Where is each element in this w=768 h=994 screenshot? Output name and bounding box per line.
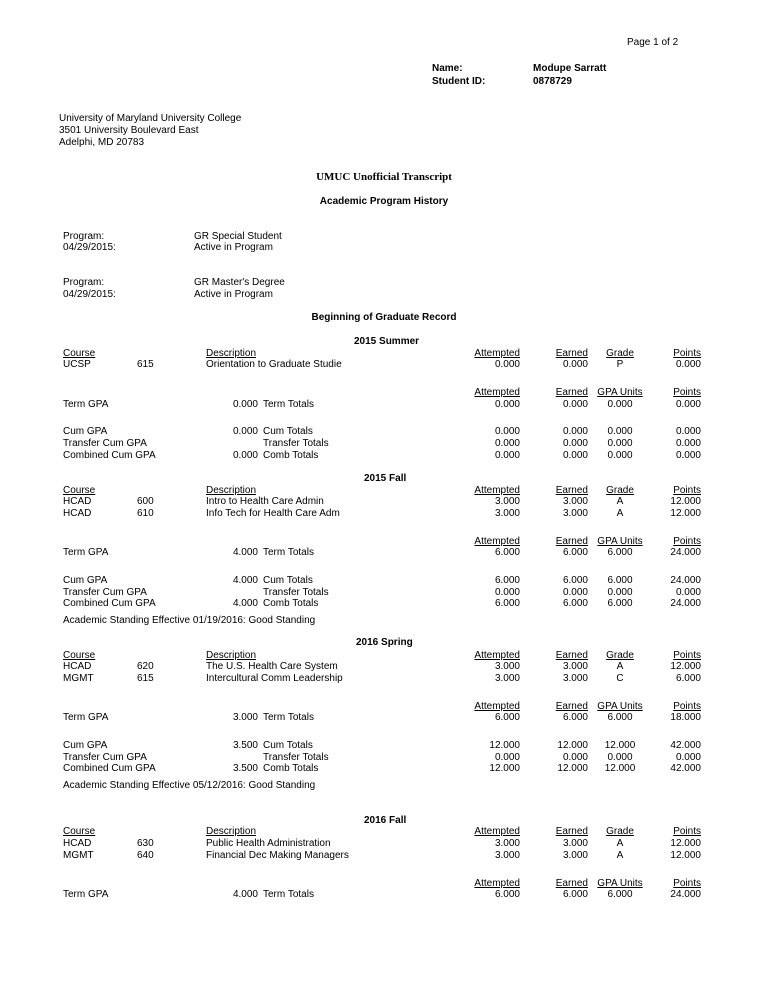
cum-gpa-units: 12.000 <box>604 740 636 751</box>
course-points: 12.000 <box>670 661 701 672</box>
course-description: The U.S. Health Care System <box>206 661 338 672</box>
cum-points: 0.000 <box>675 426 701 437</box>
course-points: 0.000 <box>675 359 701 370</box>
attempted-column-header: Attempted <box>474 650 520 661</box>
transfer-gpa-units: 0.000 <box>607 438 633 449</box>
cum-gpa-label: Cum GPA <box>63 740 108 751</box>
points-column-header: Points <box>673 650 701 661</box>
combined-earned: 0.000 <box>562 450 588 461</box>
course-earned: 3.000 <box>562 838 588 849</box>
term-totals-label: Term Totals <box>263 547 314 558</box>
cum-gpa-label: Cum GPA <box>63 426 108 437</box>
grade-column-header: Grade <box>606 348 634 359</box>
combined-attempted: 6.000 <box>494 598 520 609</box>
cum-totals-label: Cum Totals <box>263 740 313 751</box>
transfer-cum-gpa-row <box>0 438 768 450</box>
course-points: 12.000 <box>670 838 701 849</box>
program-date: 04/29/2015: <box>63 242 116 253</box>
course-subject: MGMT <box>63 850 94 861</box>
term-gpa-units: 6.000 <box>607 547 633 558</box>
name-label: Name: <box>432 63 463 74</box>
course-description: Financial Dec Making Managers <box>206 850 349 861</box>
course-description: Intro to Health Care Admin <box>206 496 324 507</box>
term-gpa-units: 6.000 <box>607 712 633 723</box>
points-column-header: Points <box>673 536 701 547</box>
cum-gpa-value: 4.000 <box>232 575 258 586</box>
course-attempted: 3.000 <box>494 673 520 684</box>
course-grade: A <box>616 838 624 849</box>
page-number: Page 1 of 2 <box>627 37 679 48</box>
points-column-header: Points <box>673 878 701 889</box>
combined-gpa-units: 0.000 <box>607 450 633 461</box>
term-totals-label: Term Totals <box>263 399 314 410</box>
course-points: 12.000 <box>670 496 701 507</box>
course-earned: 3.000 <box>562 496 588 507</box>
term-points: 18.000 <box>670 712 701 723</box>
attempted-column-header: Attempted <box>474 878 520 889</box>
course-column-header: Course <box>63 650 96 661</box>
term-totals-label: Term Totals <box>263 889 314 900</box>
term-points: 24.000 <box>670 889 701 900</box>
program-status: Active in Program <box>194 242 273 253</box>
course-description: Info Tech for Health Care Adm <box>206 508 340 519</box>
course-grade: A <box>616 508 624 519</box>
attempted-column-header: Attempted <box>474 387 520 398</box>
course-subject: HCAD <box>63 661 92 672</box>
course-points: 6.000 <box>675 673 701 684</box>
course-grade: P <box>616 359 624 370</box>
description-column-header: Description <box>206 826 257 837</box>
course-subject: HCAD <box>63 508 92 519</box>
program-date: 04/29/2015: <box>63 289 116 300</box>
course-header-row <box>0 826 768 838</box>
course-earned: 3.000 <box>562 850 588 861</box>
term-gpa-value: 3.000 <box>232 712 258 723</box>
course-grade: A <box>616 850 624 861</box>
term-gpa-label: Term GPA <box>63 712 109 723</box>
combined-cum-gpa-value: 0.000 <box>232 450 258 461</box>
transfer-earned: 0.000 <box>562 587 588 598</box>
combined-points: 42.000 <box>670 763 701 774</box>
combined-cum-gpa-row <box>0 763 768 775</box>
program-name: GR Master's Degree <box>194 277 285 288</box>
attempted-column-header: Attempted <box>474 536 520 547</box>
institution-city: Adelphi, MD 20783 <box>59 137 145 148</box>
transfer-cum-gpa-label: Transfer Cum GPA <box>63 438 147 449</box>
description-column-header: Description <box>206 485 257 496</box>
term-heading: 2016 Spring <box>356 637 413 648</box>
points-column-header: Points <box>673 485 701 496</box>
course-number: 615 <box>137 673 154 684</box>
transfer-cum-gpa-label: Transfer Cum GPA <box>63 587 147 598</box>
combined-attempted: 0.000 <box>494 450 520 461</box>
course-subject: HCAD <box>63 496 92 507</box>
earned-column-header: Earned <box>555 826 588 837</box>
course-row <box>0 673 768 685</box>
term-gpa-label: Term GPA <box>63 547 109 558</box>
course-attempted: 3.000 <box>494 508 520 519</box>
attempted-column-header: Attempted <box>474 485 520 496</box>
term-attempted: 6.000 <box>494 547 520 558</box>
course-number: 600 <box>137 496 154 507</box>
cum-gpa-row <box>0 575 768 587</box>
student-name: Modupe Sarratt <box>533 63 607 74</box>
course-number: 620 <box>137 661 154 672</box>
term-gpa-units: 6.000 <box>607 889 633 900</box>
term-earned: 6.000 <box>562 712 588 723</box>
cum-earned: 6.000 <box>562 575 588 586</box>
program-label: Program: <box>63 231 105 242</box>
points-column-header: Points <box>673 826 701 837</box>
course-number: 610 <box>137 508 154 519</box>
term-gpa-row <box>0 399 768 411</box>
term-points: 0.000 <box>675 399 701 410</box>
term-points: 24.000 <box>670 547 701 558</box>
transfer-points: 0.000 <box>675 438 701 449</box>
term-gpa-units: 0.000 <box>607 399 633 410</box>
student-id: 0878729 <box>533 76 572 87</box>
comb-totals-label: Comb Totals <box>263 598 319 609</box>
course-number: 615 <box>137 359 154 370</box>
transfer-cum-gpa-label: Transfer Cum GPA <box>63 752 147 763</box>
course-row <box>0 496 768 508</box>
term-gpa-row <box>0 712 768 724</box>
institution-street: 3501 University Boulevard East <box>59 125 199 136</box>
cum-totals-label: Cum Totals <box>263 575 313 586</box>
cum-gpa-value: 0.000 <box>232 426 258 437</box>
course-grade: C <box>616 673 624 684</box>
attempted-column-header: Attempted <box>474 348 520 359</box>
comb-totals-label: Comb Totals <box>263 763 319 774</box>
course-description: Public Health Administration <box>206 838 331 849</box>
combined-cum-gpa-row <box>0 450 768 462</box>
course-earned: 3.000 <box>562 661 588 672</box>
earned-column-header: Earned <box>555 536 588 547</box>
cum-earned: 0.000 <box>562 426 588 437</box>
term-gpa-row <box>0 547 768 559</box>
cum-attempted: 6.000 <box>494 575 520 586</box>
term-attempted: 6.000 <box>494 712 520 723</box>
cum-gpa-units: 6.000 <box>607 575 633 586</box>
course-attempted: 3.000 <box>494 850 520 861</box>
course-attempted: 0.000 <box>494 359 520 370</box>
course-row <box>0 359 768 371</box>
transfer-totals-label: Transfer Totals <box>263 752 329 763</box>
program-name: GR Special Student <box>194 231 282 242</box>
course-grade: A <box>616 496 624 507</box>
earned-column-header: Earned <box>555 485 588 496</box>
combined-cum-gpa-row <box>0 598 768 610</box>
term-gpa-label: Term GPA <box>63 889 109 900</box>
course-number: 640 <box>137 850 154 861</box>
points-column-header: Points <box>673 348 701 359</box>
transfer-points: 0.000 <box>675 752 701 763</box>
course-points: 12.000 <box>670 508 701 519</box>
combined-cum-gpa-value: 4.000 <box>232 598 258 609</box>
combined-cum-gpa-label: Combined Cum GPA <box>63 450 156 461</box>
course-number: 630 <box>137 838 154 849</box>
term-heading: 2015 Fall <box>364 473 407 484</box>
course-row <box>0 508 768 520</box>
transfer-attempted: 0.000 <box>494 438 520 449</box>
course-earned: 0.000 <box>562 359 588 370</box>
course-description: Intercultural Comm Leadership <box>206 673 343 684</box>
earned-column-header: Earned <box>555 387 588 398</box>
cum-gpa-value: 3.500 <box>232 740 258 751</box>
transfer-totals-label: Transfer Totals <box>263 438 329 449</box>
term-earned: 6.000 <box>562 889 588 900</box>
totals-header-row <box>0 387 768 399</box>
cum-gpa-units: 0.000 <box>607 426 633 437</box>
cum-points: 42.000 <box>670 740 701 751</box>
course-earned: 3.000 <box>562 508 588 519</box>
academic-standing: Academic Standing Effective 05/12/2016: Good Standing <box>63 780 316 791</box>
grade-column-header: Grade <box>606 826 634 837</box>
term-totals-label: Term Totals <box>263 712 314 723</box>
institution-name: University of Maryland University College <box>59 113 242 124</box>
earned-column-header: Earned <box>555 650 588 661</box>
program-history-heading: Academic Program History <box>319 196 449 207</box>
description-column-header: Description <box>206 650 257 661</box>
points-column-header: Points <box>673 701 701 712</box>
term-earned: 6.000 <box>562 547 588 558</box>
graduate-record-heading: Beginning of Graduate Record <box>311 312 457 323</box>
course-subject: HCAD <box>63 838 92 849</box>
term-gpa-value: 4.000 <box>232 889 258 900</box>
earned-column-header: Earned <box>555 878 588 889</box>
earned-column-header: Earned <box>555 348 588 359</box>
document-title: UMUC Unofficial Transcript <box>316 171 452 183</box>
grade-column-header: Grade <box>606 650 634 661</box>
course-description: Orientation to Graduate Studie <box>206 359 342 370</box>
transfer-earned: 0.000 <box>562 438 588 449</box>
transfer-points: 0.000 <box>675 587 701 598</box>
student-id-label: Student ID: <box>432 76 486 87</box>
combined-earned: 6.000 <box>562 598 588 609</box>
cum-earned: 12.000 <box>557 740 588 751</box>
transfer-earned: 0.000 <box>562 752 588 763</box>
term-gpa-row <box>0 889 768 901</box>
program-label: Program: <box>63 277 105 288</box>
combined-gpa-units: 6.000 <box>607 598 633 609</box>
transfer-gpa-units: 0.000 <box>607 752 633 763</box>
cum-totals-label: Cum Totals <box>263 426 313 437</box>
attempted-column-header: Attempted <box>474 826 520 837</box>
combined-cum-gpa-label: Combined Cum GPA <box>63 763 156 774</box>
course-grade: A <box>616 661 624 672</box>
combined-attempted: 12.000 <box>489 763 520 774</box>
combined-points: 0.000 <box>675 450 701 461</box>
points-column-header: Points <box>673 387 701 398</box>
term-heading: 2015 Summer <box>354 336 420 347</box>
grade-column-header: Grade <box>606 485 634 496</box>
combined-cum-gpa-label: Combined Cum GPA <box>63 598 156 609</box>
course-attempted: 3.000 <box>494 838 520 849</box>
transfer-attempted: 0.000 <box>494 587 520 598</box>
gpa-units-column-header: GPA Units <box>597 536 643 547</box>
description-column-header: Description <box>206 348 257 359</box>
cum-gpa-label: Cum GPA <box>63 575 108 586</box>
term-heading: 2016 Fall <box>364 815 407 826</box>
comb-totals-label: Comb Totals <box>263 450 319 461</box>
term-earned: 0.000 <box>562 399 588 410</box>
course-attempted: 3.000 <box>494 496 520 507</box>
gpa-units-column-header: GPA Units <box>597 701 643 712</box>
combined-cum-gpa-value: 3.500 <box>232 763 258 774</box>
course-row <box>0 850 768 862</box>
cum-attempted: 12.000 <box>489 740 520 751</box>
course-row <box>0 661 768 673</box>
course-column-header: Course <box>63 826 96 837</box>
combined-gpa-units: 12.000 <box>604 763 636 774</box>
course-subject: UCSP <box>63 359 91 370</box>
term-gpa-value: 0.000 <box>232 399 258 410</box>
academic-standing: Academic Standing Effective 01/19/2016: Good Standing <box>63 615 316 626</box>
term-gpa-value: 4.000 <box>232 547 258 558</box>
term-attempted: 6.000 <box>494 889 520 900</box>
cum-gpa-row <box>0 740 768 752</box>
course-earned: 3.000 <box>562 673 588 684</box>
transfer-totals-label: Transfer Totals <box>263 587 329 598</box>
earned-column-header: Earned <box>555 701 588 712</box>
combined-earned: 12.000 <box>557 763 588 774</box>
cum-points: 24.000 <box>670 575 701 586</box>
combined-points: 24.000 <box>670 598 701 609</box>
course-column-header: Course <box>63 348 96 359</box>
transfer-attempted: 0.000 <box>494 752 520 763</box>
course-row <box>0 838 768 850</box>
course-attempted: 3.000 <box>494 661 520 672</box>
term-attempted: 0.000 <box>494 399 520 410</box>
attempted-column-header: Attempted <box>474 701 520 712</box>
course-column-header: Course <box>63 485 96 496</box>
gpa-units-column-header: GPA Units <box>597 878 643 889</box>
course-subject: MGMT <box>63 673 94 684</box>
gpa-units-column-header: GPA Units <box>597 387 643 398</box>
transfer-gpa-units: 0.000 <box>607 587 633 598</box>
cum-attempted: 0.000 <box>494 426 520 437</box>
term-gpa-label: Term GPA <box>63 399 109 410</box>
course-points: 12.000 <box>670 850 701 861</box>
program-status: Active in Program <box>194 289 273 300</box>
cum-gpa-row <box>0 426 768 438</box>
